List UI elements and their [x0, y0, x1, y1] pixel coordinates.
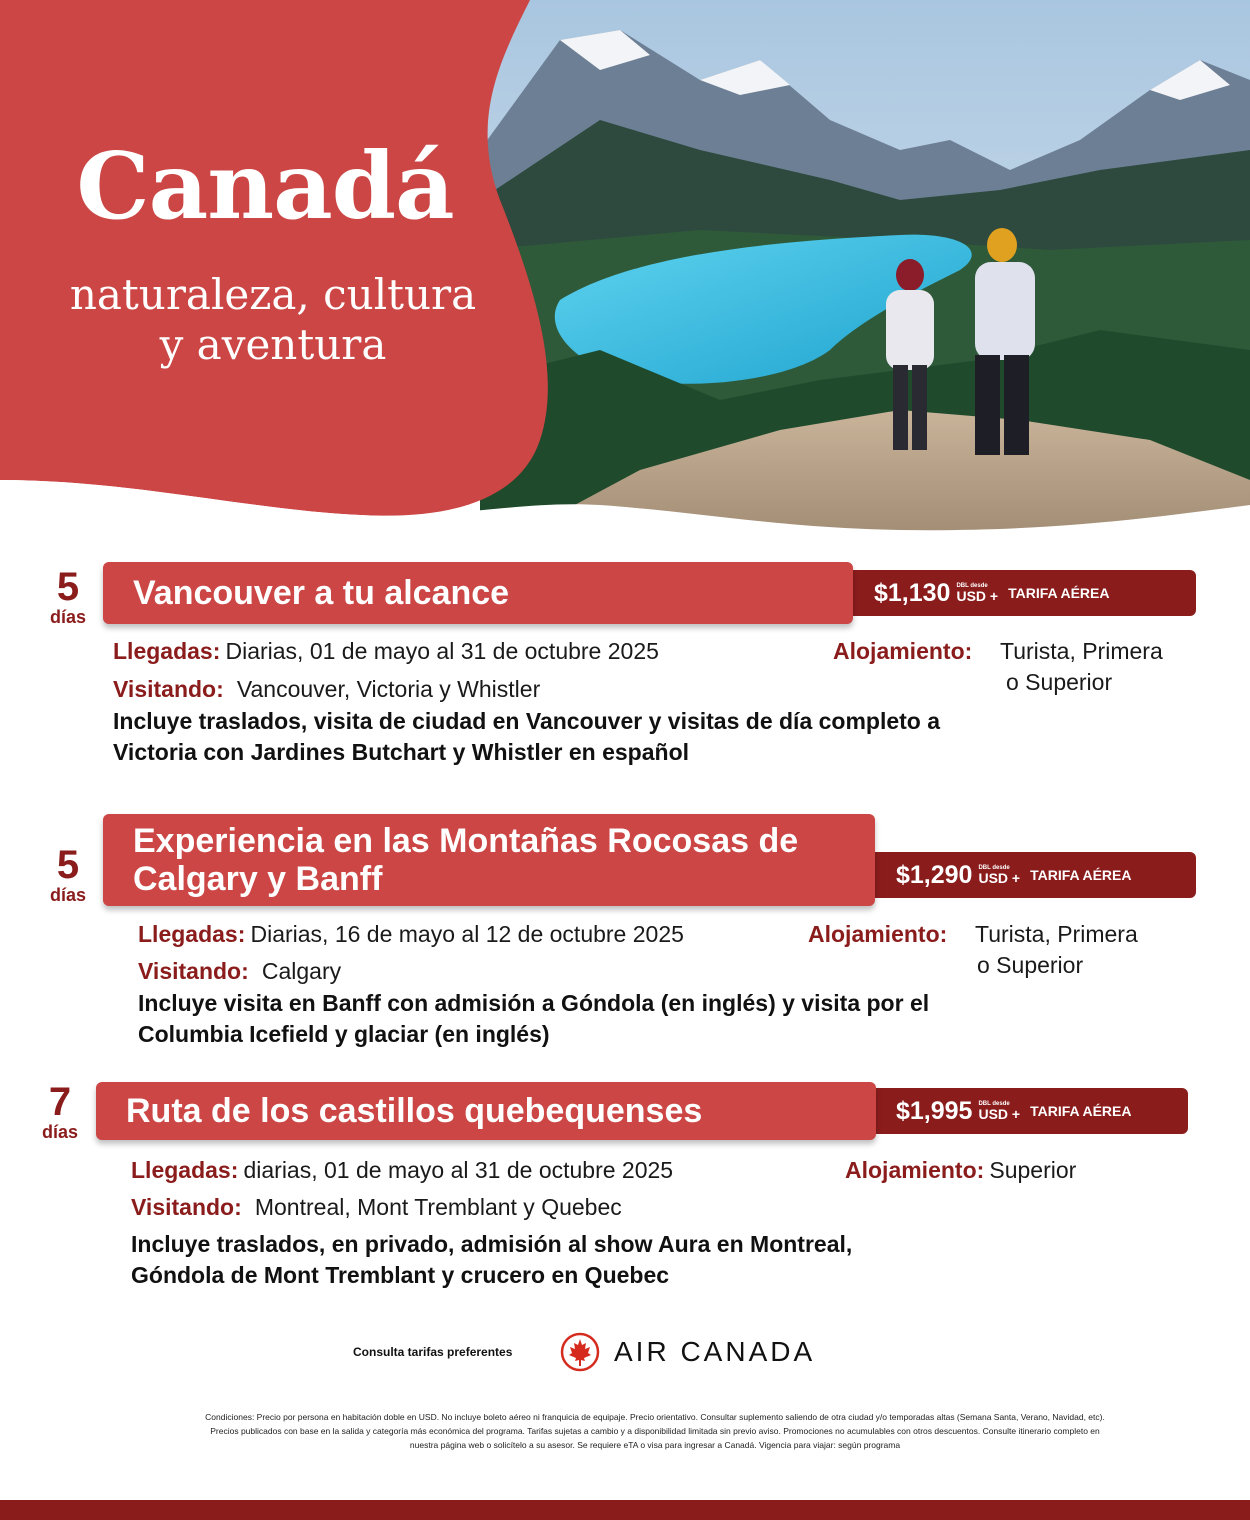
incluye-line2: Victoria con Jardines Butchart y Whistler en español — [113, 739, 690, 765]
price-note — [978, 1101, 1020, 1121]
price-amount: $1,290 — [896, 860, 973, 889]
price-amount: $1,995 — [896, 1096, 973, 1125]
incluye-line2: Columbia Icefield y glaciar (en inglés) — [138, 1021, 550, 1047]
price-currency: USD + — [956, 588, 999, 604]
price-bar — [840, 570, 1196, 616]
days-number: 5 — [56, 565, 80, 609]
days-badge — [30, 1082, 90, 1142]
conditions-text — [120, 1410, 1190, 1452]
hero-subtitle — [18, 270, 528, 370]
package-title-line1: Experiencia en las Montañas Rocosas de — [133, 822, 799, 860]
visitando-value: Calgary — [261, 958, 342, 984]
price-air-fare: TARIFA AÉREA — [1008, 585, 1110, 601]
days-number: 7 — [48, 1080, 72, 1124]
price-note-text: DBL desde — [978, 865, 1010, 871]
incluye-text — [113, 706, 940, 768]
hero-title: Canadá — [76, 132, 454, 240]
airline-name: AIR CANADA — [614, 1336, 816, 1367]
alojamiento-value: Superior — [989, 1157, 1077, 1183]
price-note-text: DBL desde — [978, 1101, 1010, 1107]
alojamiento-label: Alojamiento: — [833, 638, 973, 664]
days-label: días — [41, 1122, 79, 1142]
package-title: Ruta de los castillos quebequenses — [126, 1092, 703, 1130]
package-title: Vancouver a tu alcance — [133, 574, 510, 612]
bottom-bar — [0, 1500, 1250, 1520]
alojamiento-row — [808, 921, 947, 948]
price-air-fare: TARIFA AÉREA — [1030, 867, 1132, 883]
incluye-text — [131, 1229, 852, 1291]
consulta-text: Consulta tarifas preferentes — [353, 1345, 513, 1359]
days-number: 5 — [56, 843, 80, 887]
llegadas-label: Llegadas: — [138, 921, 246, 947]
package-title-bar — [103, 562, 853, 624]
alojamiento-label: Alojamiento: — [845, 1157, 985, 1183]
price-amount: $1,130 — [874, 578, 951, 607]
visitando-row — [113, 676, 540, 703]
visitando-label: Visitando: — [138, 958, 249, 984]
alojamiento-label: Alojamiento: — [808, 921, 948, 947]
package-title-bar — [103, 814, 875, 906]
price-currency: USD + — [978, 1106, 1021, 1122]
visitando-label: Visitando: — [131, 1194, 242, 1220]
incluye-line1: Incluye traslados, visita de ciudad en Vancouver y visitas de día completo a — [113, 708, 941, 734]
conditions-line1: Condiciones: Precio por persona en habitación doble en USD. No incluye boleto aéreo ni franquicia de equipaje. Precio orientativo. Consultar suplemento saliendo de otra ciudad y/o temporadas altas (Semana Santa, Verano, Navidad, etc). — [205, 1412, 1105, 1422]
llegadas-row — [113, 638, 659, 665]
llegadas-label: Llegadas: — [131, 1157, 239, 1183]
price-note — [956, 583, 998, 603]
incluye-line1: Incluye traslados, en privado, admisión al show Aura en Montreal, — [131, 1231, 853, 1257]
incluye-line2: Góndola de Mont Tremblant y crucero en Quebec — [131, 1262, 670, 1288]
visitando-row — [131, 1194, 622, 1221]
incluye-text — [138, 988, 929, 1050]
alojamiento-line1: Turista, Primera — [1000, 638, 1163, 664]
alojamiento-value — [1000, 636, 1163, 698]
price-currency: USD + — [978, 870, 1021, 886]
price-bar — [862, 1088, 1188, 1134]
alojamiento-line1: Turista, Primera — [975, 921, 1138, 947]
price-note — [978, 865, 1020, 885]
llegadas-row — [138, 921, 684, 948]
package-title-line2: Calgary y Banff — [133, 860, 383, 898]
incluye-line1: Incluye visita en Banff con admisión a Góndola (en inglés) y visita por el — [138, 990, 930, 1016]
visitando-value: Montreal, Mont Tremblant y Quebec — [254, 1194, 622, 1220]
package-title-bar — [96, 1082, 876, 1140]
days-label: días — [49, 607, 87, 627]
llegadas-value: Diarias, 16 de mayo al 12 de octubre 2025 — [250, 921, 684, 947]
package-title — [133, 822, 798, 898]
days-badge — [38, 567, 98, 627]
alojamiento-value — [975, 919, 1138, 981]
alojamiento-row — [833, 638, 972, 665]
hero-subtitle-line1: naturaleza, cultura — [69, 270, 477, 319]
llegadas-row — [131, 1157, 673, 1184]
alojamiento-row — [845, 1157, 1076, 1184]
alojamiento-line2: o Superior — [977, 952, 1084, 978]
air-canada-logo-icon — [560, 1332, 600, 1372]
llegadas-value: Diarias, 01 de mayo al 31 de octubre 2025 — [225, 638, 659, 664]
visitando-row — [138, 958, 341, 985]
conditions-line2: Precios publicados con base en la salida y categoría más económica del programa. Tarifas sujetas a cambio y a disponibilidad limitada sin previo aviso. Promociones no acumulables con otros descuentos. Consulte itinerario completo en — [210, 1426, 1100, 1436]
price-note-text: DBL desde — [956, 583, 988, 589]
visitando-value: Vancouver, Victoria y Whistler — [236, 676, 541, 702]
llegadas-value: diarias, 01 de mayo al 31 de octubre 2025 — [243, 1157, 674, 1183]
alojamiento-line2: o Superior — [1006, 669, 1113, 695]
hero-subtitle-line2: y aventura — [159, 320, 387, 369]
visitando-label: Visitando: — [113, 676, 224, 702]
price-air-fare: TARIFA AÉREA — [1030, 1103, 1132, 1119]
price-bar — [862, 852, 1196, 898]
days-badge — [38, 845, 98, 905]
llegadas-label: Llegadas: — [113, 638, 221, 664]
conditions-line3: nuestra página web o solicítelo a su asesor. Se requiere eTA o visa para ingresar a Canadá. Vigencia para viajar: según programa — [409, 1440, 901, 1450]
hero-banner — [0, 0, 1250, 545]
days-label: días — [49, 885, 87, 905]
